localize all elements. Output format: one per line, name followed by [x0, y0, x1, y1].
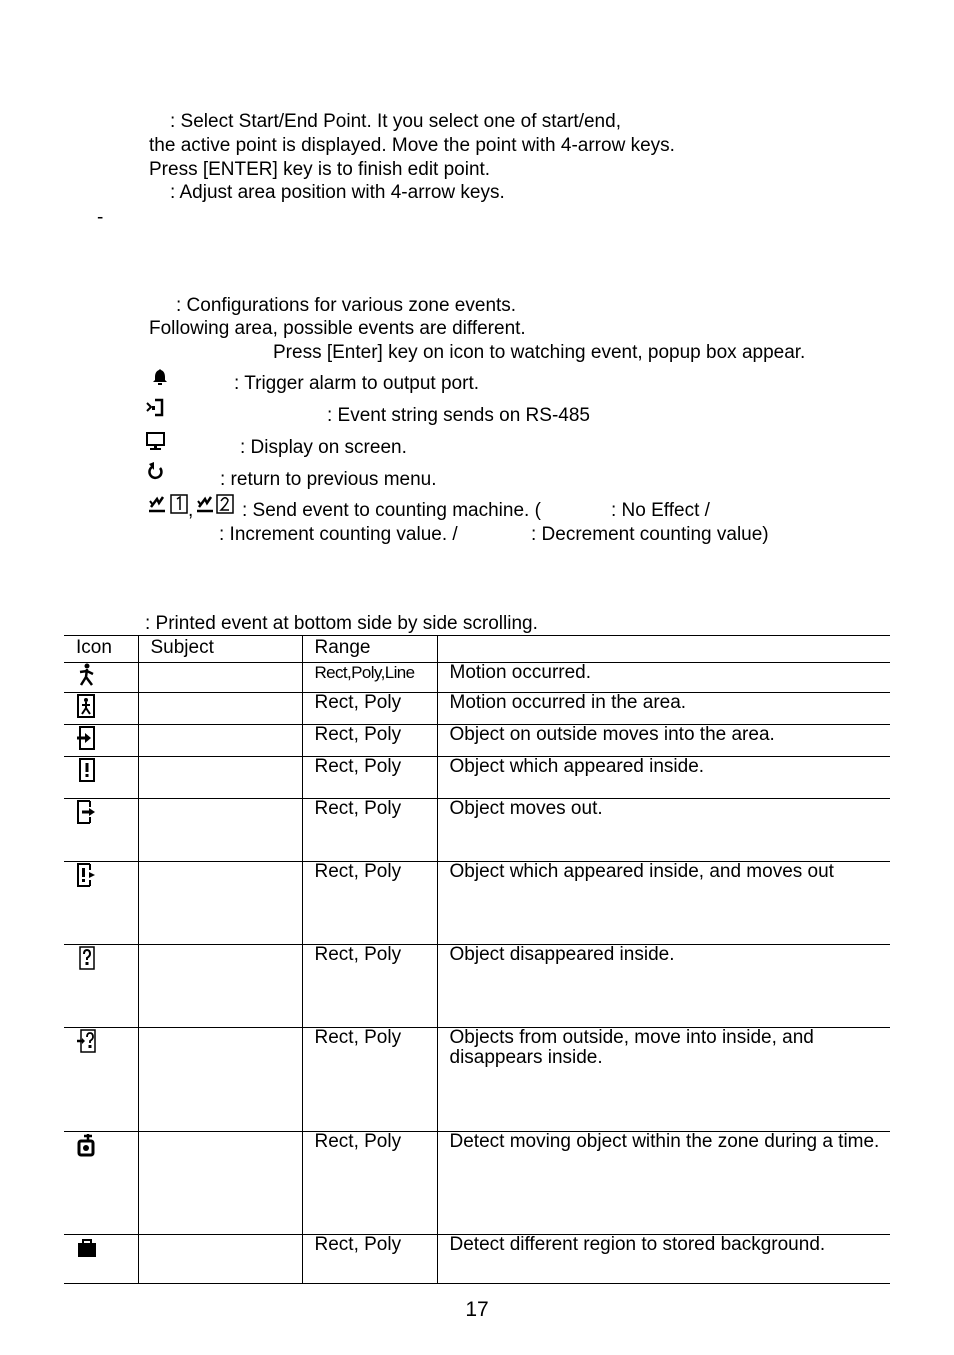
counter-separator: ,: [188, 500, 194, 521]
serial-port-icon: [145, 397, 167, 419]
row-range: Rect, Poly: [302, 1235, 437, 1284]
decrement-text: : Decrement counting value): [531, 524, 769, 545]
row-description: Motion occurred.: [437, 663, 890, 693]
row-subject: [138, 799, 302, 862]
table-row: [64, 725, 890, 757]
monitor-icon: [145, 431, 167, 453]
running-person-icon: [76, 663, 98, 687]
loitering-icon: [76, 1132, 98, 1158]
following-area-text: Following area, possible events are different.: [149, 318, 526, 339]
question-box-icon: [76, 945, 98, 971]
row-range: Rect, Poly: [302, 945, 437, 1028]
table-row: [64, 862, 890, 945]
table-row: [64, 757, 890, 799]
table-row: [64, 1028, 890, 1132]
row-range: Rect, Poly: [302, 862, 437, 945]
enter-disappear-icon: [76, 1028, 98, 1054]
row-description: Detect different region to stored background.: [437, 1235, 890, 1284]
exit-arrow-icon: [76, 799, 98, 825]
exclamation-box-icon: [76, 757, 98, 783]
row-description: Object disappeared inside.: [437, 945, 890, 1028]
configurations-text: : Configurations for various zone events.: [176, 295, 517, 316]
counter-1-icon: [147, 493, 189, 517]
printed-event-text: : Printed event at bottom side by side scrolling.: [145, 613, 538, 634]
trigger-alarm-text: : Trigger alarm to output port.: [234, 373, 480, 394]
send-event-text: : Send event to counting machine. (: [242, 500, 541, 521]
table-header-row: [64, 636, 890, 663]
select-point-text: : Select Start/End Point. It you select one of start/end,: [170, 111, 621, 132]
row-description: Object on outside moves into the area.: [437, 725, 890, 757]
table-row: [64, 693, 890, 725]
increment-text: : Increment counting value. /: [219, 524, 458, 545]
counter-2-icon: [195, 493, 237, 517]
row-subject: [138, 757, 302, 799]
display-screen-text: : Display on screen.: [240, 437, 407, 458]
header-subject: Subject: [138, 636, 302, 663]
row-range: Rect,Poly,Line: [302, 663, 437, 693]
row-description: Object moves out.: [437, 799, 890, 862]
return-menu-text: : return to previous menu.: [220, 469, 437, 490]
enter-arrow-icon: [76, 725, 98, 751]
adjust-area-text: : Adjust area position with 4-arrow keys.: [170, 182, 505, 203]
row-subject: [138, 693, 302, 725]
table-row: [64, 799, 890, 862]
table-row: [64, 663, 890, 693]
briefcase-icon: [76, 1235, 98, 1259]
row-description: Object which appeared inside, and moves out: [437, 862, 890, 945]
row-description: Detect moving object within the zone during a time.: [437, 1132, 890, 1235]
row-subject: [138, 725, 302, 757]
table-row: [64, 1235, 890, 1284]
page-number: 17: [465, 1298, 489, 1321]
return-arrow-icon: [146, 461, 166, 483]
row-range: Rect, Poly: [302, 693, 437, 725]
header-description: [437, 636, 890, 663]
row-description: Motion occurred in the area.: [437, 693, 890, 725]
row-subject: [138, 1235, 302, 1284]
bullet-dash: -: [97, 207, 104, 228]
row-description: Objects from outside, move into inside, and disappears inside.: [437, 1028, 890, 1132]
row-subject: [138, 945, 302, 1028]
row-description: Object which appeared inside.: [437, 757, 890, 799]
press-enter-text: Press [Enter] key on icon to watching event, popup box appear.: [273, 342, 806, 363]
no-effect-text: : No Effect /: [611, 500, 710, 521]
appear-exit-icon: [76, 862, 98, 888]
event-string-text: : Event string sends on RS-485: [327, 405, 590, 426]
header-icon: Icon: [64, 636, 138, 663]
person-in-box-icon: [76, 693, 98, 719]
finish-edit-text: Press [ENTER] key is to finish edit point.: [149, 159, 491, 180]
row-subject: [138, 1132, 302, 1235]
row-subject: [138, 1028, 302, 1132]
table-row: [64, 945, 890, 1028]
header-range: Range: [302, 636, 437, 663]
event-table: [64, 635, 890, 1284]
row-range: Rect, Poly: [302, 725, 437, 757]
row-subject: [138, 663, 302, 693]
row-range: Rect, Poly: [302, 799, 437, 862]
table-row: [64, 1132, 890, 1235]
active-point-text: the active point is displayed. Move the point with 4-arrow keys.: [149, 135, 675, 156]
row-range: Rect, Poly: [302, 757, 437, 799]
row-range: Rect, Poly: [302, 1132, 437, 1235]
bell-icon: [150, 367, 170, 387]
row-range: Rect, Poly: [302, 1028, 437, 1132]
row-subject: [138, 862, 302, 945]
